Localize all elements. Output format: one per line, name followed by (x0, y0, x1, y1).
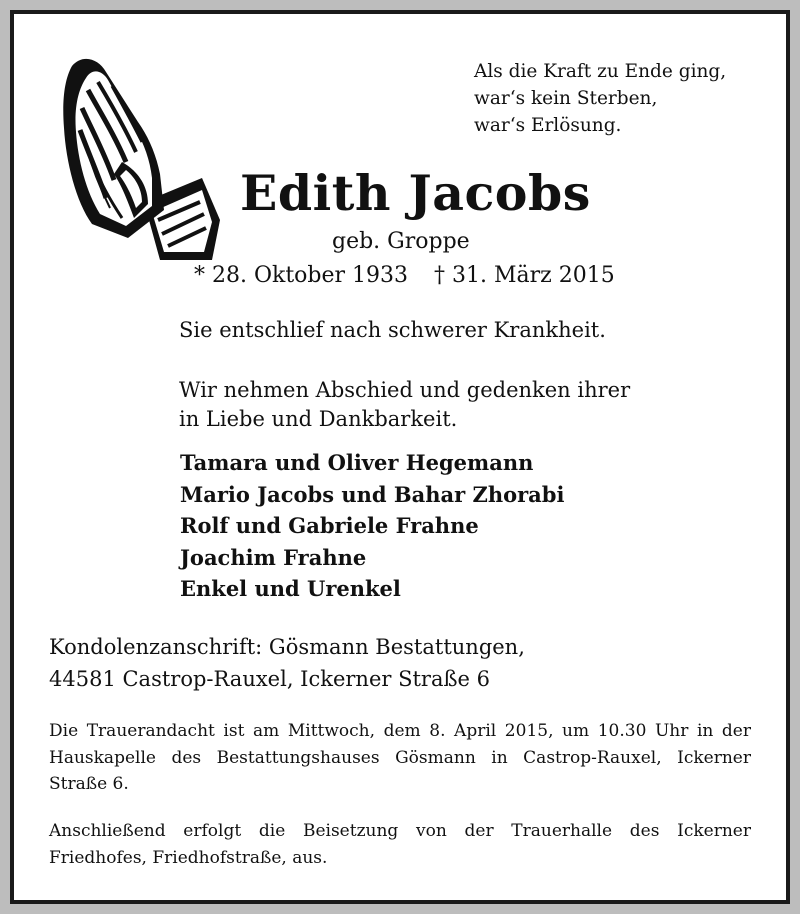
motto-line: war‘s kein Sterben, (474, 88, 658, 109)
praying-hands-icon (52, 42, 222, 264)
mourner: Tamara und Oliver Hegemann (180, 450, 534, 475)
mourners-list (180, 447, 564, 605)
motto (474, 58, 726, 139)
motto-line: Als die Kraft zu Ende ging, (474, 61, 727, 82)
birth-name: geb. Groppe (332, 229, 470, 254)
farewell-line: Wir nehmen Abschied und gedenken ihrer (179, 378, 631, 402)
farewell-line: in Liebe und Dankbarkeit. (179, 407, 458, 431)
birth-date: * 28. Oktober 1933 (194, 263, 409, 288)
mourner: Joachim Frahne (180, 544, 367, 570)
life-dates (194, 263, 615, 288)
condolence-line: 44581 Castrop-Rauxel, Ickerner Straße 6 (49, 667, 490, 691)
mourner: Rolf und Gabriele Frahne (180, 513, 479, 538)
mourner: Enkel und Urenkel (180, 576, 401, 601)
death-date: † 31. März 2015 (434, 263, 615, 288)
statement: Sie entschlief nach schwerer Krankheit. (179, 318, 606, 342)
obituary-card (10, 10, 790, 904)
mourner: Mario Jacobs und Bahar Zhorabi (180, 481, 565, 507)
farewell-text (179, 376, 630, 434)
motto-line: war‘s Erlösung. (474, 115, 622, 136)
burial-info: Anschließend erfolgt die Beisetzung von der Trauerhalle des Ickerner Friedhofes, Friedhofstraße, aus. (49, 821, 751, 868)
service-info: Die Trauerandacht ist am Mittwoch, dem 8. April 2015, um 10.30 Uhr in der Hauskapelle des Bestattungshauses Gösmann in Castrop-Rauxel, Ickerner Straße 6. (49, 721, 751, 794)
condolence-address (49, 631, 525, 695)
deceased-name: Edith Jacobs (240, 164, 591, 222)
condolence-line: Kondolenzanschrift: Gösmann Bestattungen, (49, 635, 525, 659)
